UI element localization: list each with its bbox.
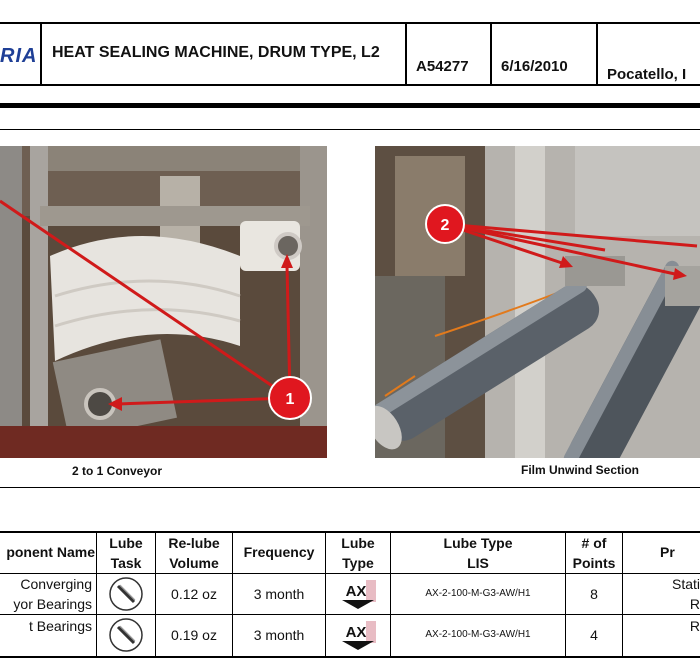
- header-points-line1: # of: [581, 535, 607, 551]
- callout-1-label: 1: [285, 391, 295, 408]
- header-top-border: [0, 22, 700, 24]
- row1-lube-type-label: AX: [345, 583, 367, 600]
- header-lube-type-line2: Type: [342, 555, 374, 571]
- row1-last-line2: R: [689, 596, 700, 612]
- part-number: A54277: [416, 58, 469, 75]
- photo-panel-top-border: [0, 129, 700, 130]
- header-lube-task: [97, 533, 155, 573]
- row2-component-line2: t Bearings: [28, 618, 92, 634]
- company-logo: RIA: [0, 45, 38, 67]
- row2-lube-type-label: AX: [345, 624, 367, 641]
- document-date: 6/16/2010: [501, 58, 568, 75]
- film-unwind-photo: [375, 146, 700, 458]
- film-unwind-caption: Film Unwind Section: [521, 463, 640, 477]
- row2-last-line2: R: [689, 618, 700, 634]
- row2-frequency: 3 month: [253, 627, 305, 643]
- header-lube-type-lis-line1: Lube Type: [443, 535, 513, 551]
- row1-relube-volume: 0.12 oz: [171, 586, 217, 602]
- header-lube-type-line1: Lube: [341, 535, 375, 551]
- table-row-border: [0, 573, 700, 574]
- header-points-line2: Points: [572, 555, 616, 571]
- row1-component-line1: Converging: [20, 576, 92, 592]
- table-col-border: [622, 531, 623, 657]
- conveyor-photo: [0, 146, 327, 458]
- callout-2-label: 2: [440, 217, 450, 234]
- header-lube-task-line1: Lube: [109, 535, 143, 551]
- photo-panel-bottom-border: [0, 487, 700, 488]
- table-row-border: [0, 614, 700, 615]
- row1-points: 8: [590, 586, 598, 602]
- header-divider: [405, 22, 407, 86]
- row1-lube-type-lis: AX-2-100-M-G3-AW/H1: [425, 588, 531, 599]
- header-divider: [490, 22, 492, 86]
- row1-frequency: 3 month: [253, 586, 305, 602]
- location: Pocatello, I: [607, 66, 687, 83]
- row2-relube-volume: 0.19 oz: [171, 627, 217, 643]
- row2-points: 4: [590, 627, 598, 643]
- header-points: [566, 533, 622, 573]
- header-last-column: Pr: [660, 544, 675, 560]
- grease-gun-icon: [108, 617, 144, 653]
- header-lube-type-lis: [391, 533, 565, 573]
- header-divider: [40, 22, 42, 86]
- header-relube-volume: [156, 533, 232, 573]
- header-lube-type: [326, 533, 390, 573]
- grease-gun-icon: [108, 576, 144, 612]
- row1-component-name: [0, 574, 92, 614]
- header-relube-volume-line1: Re-lube: [168, 535, 220, 551]
- ax-grease-icon: [336, 576, 380, 610]
- header-thick-rule: [0, 103, 700, 108]
- header-lube-type-lis-line2: LIS: [467, 555, 489, 571]
- row1-component-line2: yor Bearings: [13, 596, 92, 612]
- document-title: HEAT SEALING MACHINE, DRUM TYPE, L2: [52, 44, 380, 61]
- header-lube-task-line2: Task: [110, 555, 142, 571]
- ax-grease-icon: [336, 617, 380, 651]
- header-relube-volume-line2: Volume: [169, 555, 219, 571]
- table-bottom-border: [0, 656, 700, 658]
- row2-last-column: [662, 616, 700, 636]
- header-component-name: ponent Name: [6, 544, 95, 560]
- row1-last-line1: Stati: [671, 576, 700, 592]
- header-frequency: Frequency: [243, 544, 315, 560]
- row2-component-name: [0, 616, 92, 636]
- header-bottom-border: [0, 84, 700, 86]
- conveyor-caption: 2 to 1 Conveyor: [72, 464, 163, 478]
- header-divider: [596, 22, 598, 86]
- row2-lube-type-lis: AX-2-100-M-G3-AW/H1: [425, 629, 531, 640]
- row1-last-column: [662, 574, 700, 614]
